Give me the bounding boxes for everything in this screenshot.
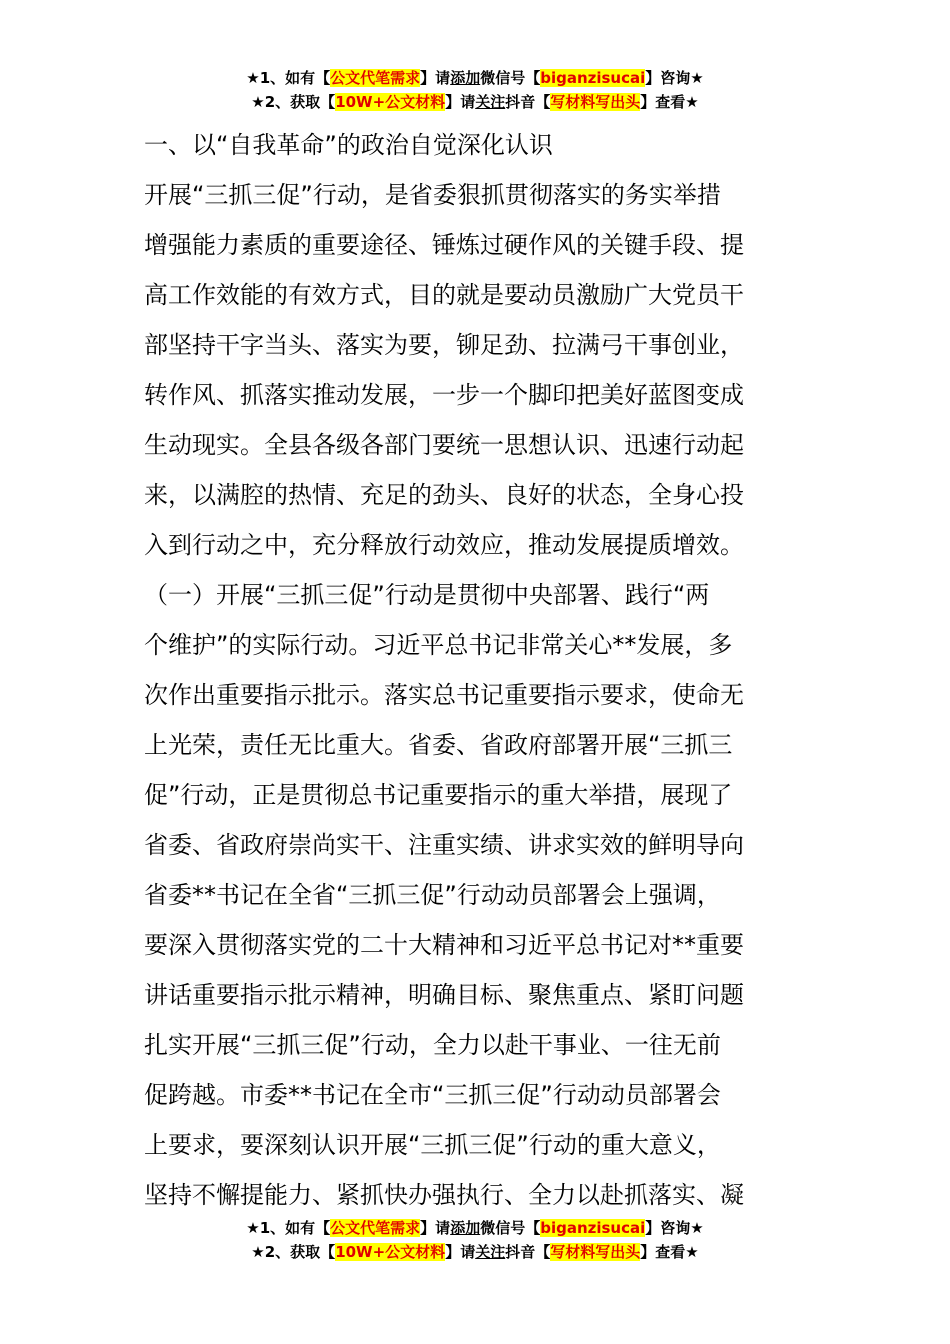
text-line: 转作风、抓落实推动发展，一步一个脚印把美好蓝图变成 — [144, 381, 744, 409]
wechat-id: biganzisucai — [540, 69, 646, 87]
text-line: 省委、省政府崇尚实干、注重实绩、讲求实效的鲜明导向 — [144, 831, 744, 859]
paragraph-1 — [144, 170, 812, 570]
section-heading: 一、以“自我革命”的政治自觉深化认识 — [144, 131, 553, 159]
douyin-id: 写材料写出头 — [550, 1243, 641, 1261]
text-line: 坚持不懈提能力、紧抓快办强执行、全力以赴抓落实、凝 — [144, 1181, 744, 1209]
top-banner — [0, 66, 950, 114]
text-line: 增强能力素质的重要途径、锤炼过硬作风的关键手段、提 — [144, 231, 744, 259]
text-line: 个维护”的实际行动。习近平总书记非常关心**发展，多 — [144, 631, 733, 659]
text-line: 促跨越。市委**书记在全市“三抓三促”行动动员部署会 — [144, 1081, 721, 1109]
text-line: 来，以满腔的热情、充足的劲头、良好的状态，全身心投 — [144, 481, 744, 509]
douyin-id: 写材料写出头 — [550, 93, 641, 111]
banner-line-2: ★2、获取【10W+公文材料】请关注抖音【写材料写出头】查看★ — [251, 1243, 699, 1261]
text-line: 上要求，要深刻认识开展“三抓三促”行动的重大意义， — [144, 1131, 721, 1159]
text-line: 部坚持干字当头、落实为要，铆足劲、拉满弓干事创业， — [144, 331, 744, 359]
text-line: 省委**书记在全省“三抓三促”行动动员部署会上强调， — [144, 881, 721, 909]
text-line: 讲话重要指示批示精神，明确目标、聚焦重点、紧盯问题 — [144, 981, 744, 1009]
text-line: 要深入贯彻落实党的二十大精神和习近平总书记对**重要 — [144, 931, 744, 959]
text-line: 高工作效能的有效方式，目的就是要动员激励广大党员干 — [144, 281, 744, 309]
text-line: 扎实开展“三抓三促”行动，全力以赴干事业、一往无前 — [144, 1031, 721, 1059]
banner-line-2: ★2、获取【10W+公文材料】请关注抖音【写材料写出头】查看★ — [251, 93, 699, 111]
banner-line-1: ★1、如有【公文代笔需求】请添加微信号【biganzisucai】咨询★ — [246, 1219, 704, 1237]
wechat-id: biganzisucai — [540, 1219, 646, 1237]
text-line: 促”行动，正是贯彻总书记重要指示的重大举措，展现了 — [144, 781, 733, 809]
banner-line-1: ★1、如有【公文代笔需求】请添加微信号【biganzisucai】咨询★ — [246, 69, 704, 87]
text-line: 上光荣，责任无比重大。省委、省政府部署开展“三抓三 — [144, 731, 733, 759]
text-line: 开展“三抓三促”行动，是省委狠抓贯彻落实的务实举措 — [144, 181, 721, 209]
paragraph-2 — [144, 570, 812, 1220]
text-line: 生动现实。全县各级各部门要统一思想认识、迅速行动起 — [144, 431, 744, 459]
text-line: 入到行动之中，充分释放行动效应，推动发展提质增效。 — [144, 531, 744, 559]
bottom-banner — [0, 1216, 950, 1264]
text-line: （一）开展“三抓三促”行动是贯彻中央部署、践行“两 — [144, 581, 710, 609]
text-line: 次作出重要指示批示。落实总书记重要指示要求，使命无 — [144, 681, 744, 709]
